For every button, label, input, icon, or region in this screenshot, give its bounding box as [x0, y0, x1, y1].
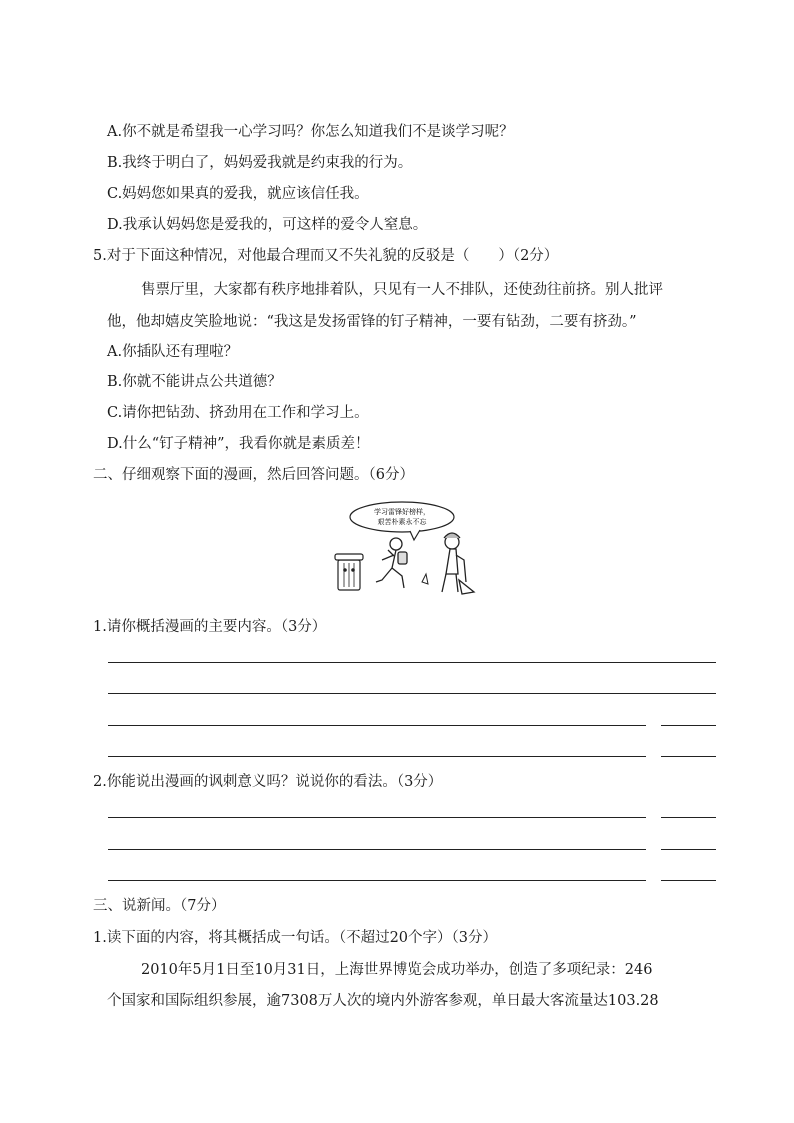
- trash-bin-icon: [335, 554, 363, 590]
- q4-option-a: A.你不就是希望我一心学习吗？你怎么知道我们不是谈学习呢？: [107, 124, 514, 140]
- cartoon-speech-line-1: 学习雷锋好榜样，: [374, 508, 430, 516]
- section3-passage-line-1: 2010年5月1日至10月31日，上海世界博览会成功举办，创造了多项纪录：246: [141, 962, 653, 978]
- cartoon-illustration: [330, 500, 480, 600]
- q5-passage-line-2: 他，他却嬉皮笑脸地说：“我这是发扬雷锋的钉子精神，一要有钻劲，二要有挤劲。”: [107, 314, 637, 330]
- section3-passage-line-2: 个国家和国际组织参展，逾7308万人次的境内外游客参观，单日最大客流量达103.28: [107, 993, 659, 1009]
- cartoon-speech-line-2: 艰苦朴素永不忘: [377, 518, 427, 526]
- section3-q1: 1.读下面的内容，将其概括成一句话。（不超过20个字）（3分）: [93, 930, 498, 946]
- section3-title: 三、说新闻。（7分）: [93, 898, 226, 914]
- section2-q1: 1.请你概括漫画的主要内容。（3分）: [93, 619, 327, 635]
- q4-option-c: C.妈妈您如果真的爱我，就应该信任我。: [107, 186, 369, 202]
- section2-title: 二、仔细观察下面的漫画，然后回答问题。（6分）: [93, 467, 414, 483]
- q4-option-d: D.我承认妈妈您是爱我的，可这样的爱令人窒息。: [107, 217, 428, 233]
- q5-option-a: A.你插队还有理啦？: [107, 344, 239, 360]
- section2-q2: 2.你能说出漫画的讽刺意义吗？说说你的看法。（3分）: [93, 774, 443, 790]
- q5-option-d: D.什么“钉子精神”，我看你就是素质差！: [107, 436, 370, 452]
- running-child-figure: [376, 538, 407, 588]
- q4-option-b: B.我终于明白了，妈妈爱我就是约束我的行为。: [107, 155, 413, 171]
- answer-line: [108, 725, 646, 726]
- q5-question: 5.对于下面这种情况，对他最合理而又不失礼貌的反驳是（ ）（2分）: [93, 248, 559, 264]
- answer-line-tail: [661, 817, 716, 818]
- answer-line: [108, 849, 646, 850]
- sweeper-figure: [442, 533, 474, 594]
- answer-line: [108, 756, 646, 757]
- q5-passage-line-1: 售票厅里，大家都有秩序地排着队，只见有一人不排队，还使劲往前挤。别人批评: [141, 282, 663, 298]
- answer-line-tail: [661, 725, 716, 726]
- answer-line-tail: [661, 880, 716, 881]
- answer-line-tail: [661, 756, 716, 757]
- litter-icon: [422, 574, 428, 584]
- q5-option-b: B.你就不能讲点公共道德？: [107, 374, 282, 390]
- answer-line: [108, 693, 716, 694]
- q5-option-c: C.请你把钻劲、挤劲用在工作和学习上。: [107, 405, 369, 421]
- answer-line: [108, 817, 646, 818]
- answer-line-tail: [661, 849, 716, 850]
- answer-line: [108, 662, 716, 663]
- answer-line: [108, 880, 646, 881]
